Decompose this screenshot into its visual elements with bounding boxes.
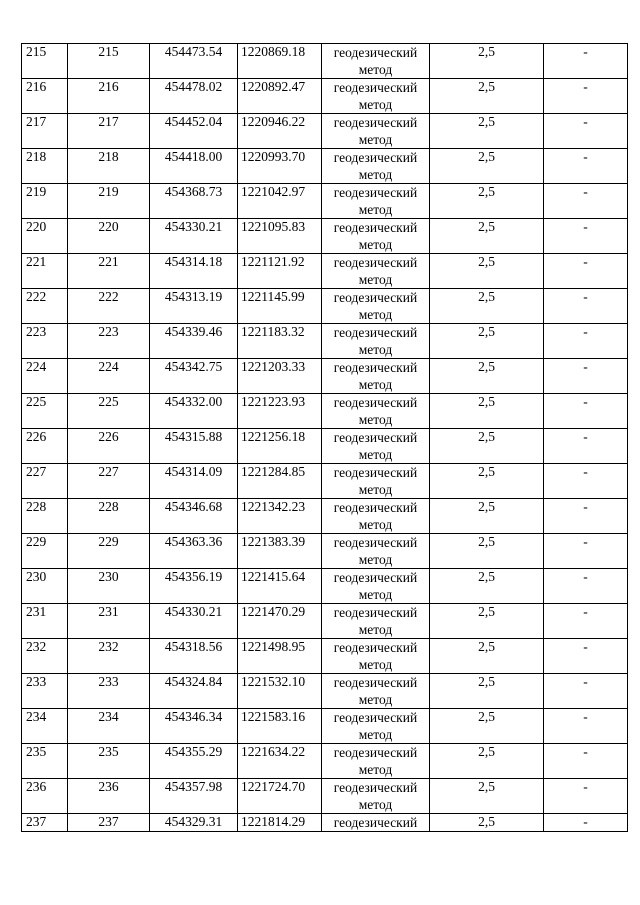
precision-cell: 2,5: [430, 394, 544, 429]
table-row: [22, 744, 628, 779]
note-cell: -: [544, 394, 628, 429]
coordinate-y-cell: 1221814.29: [238, 814, 322, 832]
table-row: [22, 569, 628, 604]
method-cell: геодезический метод: [322, 114, 430, 149]
point-number-cell: 221: [22, 254, 68, 289]
method-cell: геодезический метод: [322, 604, 430, 639]
coordinate-x-cell: 454313.19: [150, 289, 238, 324]
method-cell: геодезический метод: [322, 569, 430, 604]
coordinate-y-cell: 1221342.23: [238, 499, 322, 534]
note-cell: -: [544, 79, 628, 114]
precision-cell: 2,5: [430, 44, 544, 79]
coordinate-y-cell: 1221223.93: [238, 394, 322, 429]
table-row: [22, 429, 628, 464]
point-number-cell: 222: [22, 289, 68, 324]
method-cell: геодезический метод: [322, 639, 430, 674]
coordinate-y-cell: 1221183.32: [238, 324, 322, 359]
note-cell: -: [544, 44, 628, 79]
point-number-cell: 225: [22, 394, 68, 429]
coordinate-x-cell: 454330.21: [150, 604, 238, 639]
point-number-cell: 237: [22, 814, 68, 832]
table-row: [22, 674, 628, 709]
precision-cell: 2,5: [430, 429, 544, 464]
note-cell: -: [544, 359, 628, 394]
method-cell: геодезический метод: [322, 359, 430, 394]
precision-cell: 2,5: [430, 149, 544, 184]
point-number-2-cell: 229: [68, 534, 150, 569]
method-cell: геодезический метод: [322, 149, 430, 184]
coordinate-y-cell: 1220869.18: [238, 44, 322, 79]
table-row: [22, 709, 628, 744]
coordinate-y-cell: 1221532.10: [238, 674, 322, 709]
precision-cell: 2,5: [430, 674, 544, 709]
point-number-2-cell: 222: [68, 289, 150, 324]
table-row: [22, 44, 628, 79]
table-row: [22, 779, 628, 814]
coordinate-x-cell: 454452.04: [150, 114, 238, 149]
method-cell: геодезический метод: [322, 779, 430, 814]
table-row: [22, 324, 628, 359]
table-row: [22, 534, 628, 569]
point-number-2-cell: 233: [68, 674, 150, 709]
precision-cell: 2,5: [430, 79, 544, 114]
method-cell: геодезический метод: [322, 44, 430, 79]
precision-cell: 2,5: [430, 114, 544, 149]
precision-cell: 2,5: [430, 324, 544, 359]
table-row: [22, 79, 628, 114]
coordinate-y-cell: 1221470.29: [238, 604, 322, 639]
note-cell: -: [544, 569, 628, 604]
precision-cell: 2,5: [430, 534, 544, 569]
coordinate-y-cell: 1221415.64: [238, 569, 322, 604]
method-cell: геодезический метод: [322, 289, 430, 324]
point-number-2-cell: 225: [68, 394, 150, 429]
point-number-cell: 228: [22, 499, 68, 534]
table-row: [22, 254, 628, 289]
note-cell: -: [544, 289, 628, 324]
point-number-2-cell: 237: [68, 814, 150, 832]
note-cell: -: [544, 674, 628, 709]
method-cell: геодезический метод: [322, 219, 430, 254]
coordinate-x-cell: 454473.54: [150, 44, 238, 79]
point-number-cell: 217: [22, 114, 68, 149]
coordinate-x-cell: 454330.21: [150, 219, 238, 254]
note-cell: -: [544, 604, 628, 639]
point-number-cell: 216: [22, 79, 68, 114]
coordinate-y-cell: 1221634.22: [238, 744, 322, 779]
table-row: [22, 499, 628, 534]
coordinate-y-cell: 1221145.99: [238, 289, 322, 324]
table-row: [22, 149, 628, 184]
point-number-cell: 227: [22, 464, 68, 499]
precision-cell: 2,5: [430, 814, 544, 832]
point-number-2-cell: 232: [68, 639, 150, 674]
method-cell: геодезический метод: [322, 184, 430, 219]
point-number-cell: 235: [22, 744, 68, 779]
point-number-2-cell: 234: [68, 709, 150, 744]
point-number-2-cell: 224: [68, 359, 150, 394]
coordinate-x-cell: 454357.98: [150, 779, 238, 814]
coordinate-y-cell: 1221095.83: [238, 219, 322, 254]
table-row: [22, 464, 628, 499]
point-number-2-cell: 230: [68, 569, 150, 604]
point-number-cell: 232: [22, 639, 68, 674]
point-number-cell: 218: [22, 149, 68, 184]
coordinate-x-cell: 454346.34: [150, 709, 238, 744]
point-number-2-cell: 218: [68, 149, 150, 184]
point-number-2-cell: 226: [68, 429, 150, 464]
precision-cell: 2,5: [430, 779, 544, 814]
table-row: [22, 219, 628, 254]
table-row: [22, 289, 628, 324]
coordinate-x-cell: 454332.00: [150, 394, 238, 429]
point-number-2-cell: 228: [68, 499, 150, 534]
point-number-2-cell: 236: [68, 779, 150, 814]
method-cell: геодезический метод: [322, 709, 430, 744]
point-number-cell: 233: [22, 674, 68, 709]
coordinate-y-cell: 1221256.18: [238, 429, 322, 464]
coordinate-x-cell: 454368.73: [150, 184, 238, 219]
point-number-cell: 229: [22, 534, 68, 569]
coordinate-x-cell: 454324.84: [150, 674, 238, 709]
method-cell: геодезический метод: [322, 429, 430, 464]
table-row: [22, 184, 628, 219]
point-number-2-cell: 219: [68, 184, 150, 219]
point-number-cell: 220: [22, 219, 68, 254]
coordinate-y-cell: 1221042.97: [238, 184, 322, 219]
coordinate-y-cell: 1220993.70: [238, 149, 322, 184]
table-row: [22, 604, 628, 639]
table-row: [22, 639, 628, 674]
precision-cell: 2,5: [430, 359, 544, 394]
coordinate-x-cell: 454315.88: [150, 429, 238, 464]
point-number-2-cell: 215: [68, 44, 150, 79]
precision-cell: 2,5: [430, 499, 544, 534]
note-cell: -: [544, 499, 628, 534]
precision-cell: 2,5: [430, 744, 544, 779]
coordinate-y-cell: 1221383.39: [238, 534, 322, 569]
precision-cell: 2,5: [430, 184, 544, 219]
note-cell: -: [544, 534, 628, 569]
point-number-cell: 230: [22, 569, 68, 604]
coordinate-x-cell: 454314.18: [150, 254, 238, 289]
note-cell: -: [544, 639, 628, 674]
precision-cell: 2,5: [430, 569, 544, 604]
precision-cell: 2,5: [430, 604, 544, 639]
point-number-cell: 224: [22, 359, 68, 394]
point-number-2-cell: 216: [68, 79, 150, 114]
method-cell: геодезический метод: [322, 744, 430, 779]
coordinate-y-cell: 1220946.22: [238, 114, 322, 149]
method-cell: геодезический метод: [322, 674, 430, 709]
point-number-cell: 226: [22, 429, 68, 464]
coordinate-x-cell: 454329.31: [150, 814, 238, 832]
coordinate-x-cell: 454339.46: [150, 324, 238, 359]
note-cell: -: [544, 464, 628, 499]
coordinate-y-cell: 1221121.92: [238, 254, 322, 289]
coordinate-y-cell: 1221203.33: [238, 359, 322, 394]
coordinate-x-cell: 454478.02: [150, 79, 238, 114]
coordinate-y-cell: 1221724.70: [238, 779, 322, 814]
table-row: [22, 814, 628, 832]
precision-cell: 2,5: [430, 219, 544, 254]
coordinate-x-cell: 454418.00: [150, 149, 238, 184]
note-cell: -: [544, 114, 628, 149]
table-row: [22, 394, 628, 429]
note-cell: -: [544, 779, 628, 814]
note-cell: -: [544, 744, 628, 779]
precision-cell: 2,5: [430, 254, 544, 289]
point-number-2-cell: 231: [68, 604, 150, 639]
note-cell: -: [544, 254, 628, 289]
point-number-2-cell: 220: [68, 219, 150, 254]
note-cell: -: [544, 184, 628, 219]
precision-cell: 2,5: [430, 289, 544, 324]
point-number-cell: 223: [22, 324, 68, 359]
coordinate-x-cell: 454346.68: [150, 499, 238, 534]
note-cell: -: [544, 219, 628, 254]
method-cell: геодезический метод: [322, 79, 430, 114]
point-number-2-cell: 227: [68, 464, 150, 499]
table-row: [22, 359, 628, 394]
precision-cell: 2,5: [430, 639, 544, 674]
table-body: [22, 44, 628, 832]
coordinate-x-cell: 454363.36: [150, 534, 238, 569]
method-cell: геодезический метод: [322, 499, 430, 534]
method-cell: геодезический метод: [322, 394, 430, 429]
point-number-2-cell: 223: [68, 324, 150, 359]
method-cell: геодезический метод: [322, 534, 430, 569]
point-number-cell: 236: [22, 779, 68, 814]
method-cell: геодезический: [322, 814, 430, 832]
point-number-2-cell: 235: [68, 744, 150, 779]
coordinate-x-cell: 454356.19: [150, 569, 238, 604]
note-cell: -: [544, 149, 628, 184]
method-cell: геодезический метод: [322, 254, 430, 289]
point-number-2-cell: 221: [68, 254, 150, 289]
point-number-cell: 234: [22, 709, 68, 744]
coordinate-y-cell: 1220892.47: [238, 79, 322, 114]
table-row: [22, 114, 628, 149]
coordinate-x-cell: 454342.75: [150, 359, 238, 394]
method-cell: геодезический метод: [322, 464, 430, 499]
point-number-cell: 219: [22, 184, 68, 219]
coordinate-x-cell: 454314.09: [150, 464, 238, 499]
note-cell: -: [544, 324, 628, 359]
coordinates-table: [21, 43, 628, 832]
coordinate-x-cell: 454318.56: [150, 639, 238, 674]
note-cell: -: [544, 429, 628, 464]
coordinate-x-cell: 454355.29: [150, 744, 238, 779]
coordinate-y-cell: 1221498.95: [238, 639, 322, 674]
precision-cell: 2,5: [430, 464, 544, 499]
point-number-2-cell: 217: [68, 114, 150, 149]
coordinate-y-cell: 1221284.85: [238, 464, 322, 499]
note-cell: -: [544, 709, 628, 744]
precision-cell: 2,5: [430, 709, 544, 744]
method-cell: геодезический метод: [322, 324, 430, 359]
point-number-cell: 215: [22, 44, 68, 79]
note-cell: -: [544, 814, 628, 832]
point-number-cell: 231: [22, 604, 68, 639]
coordinate-y-cell: 1221583.16: [238, 709, 322, 744]
